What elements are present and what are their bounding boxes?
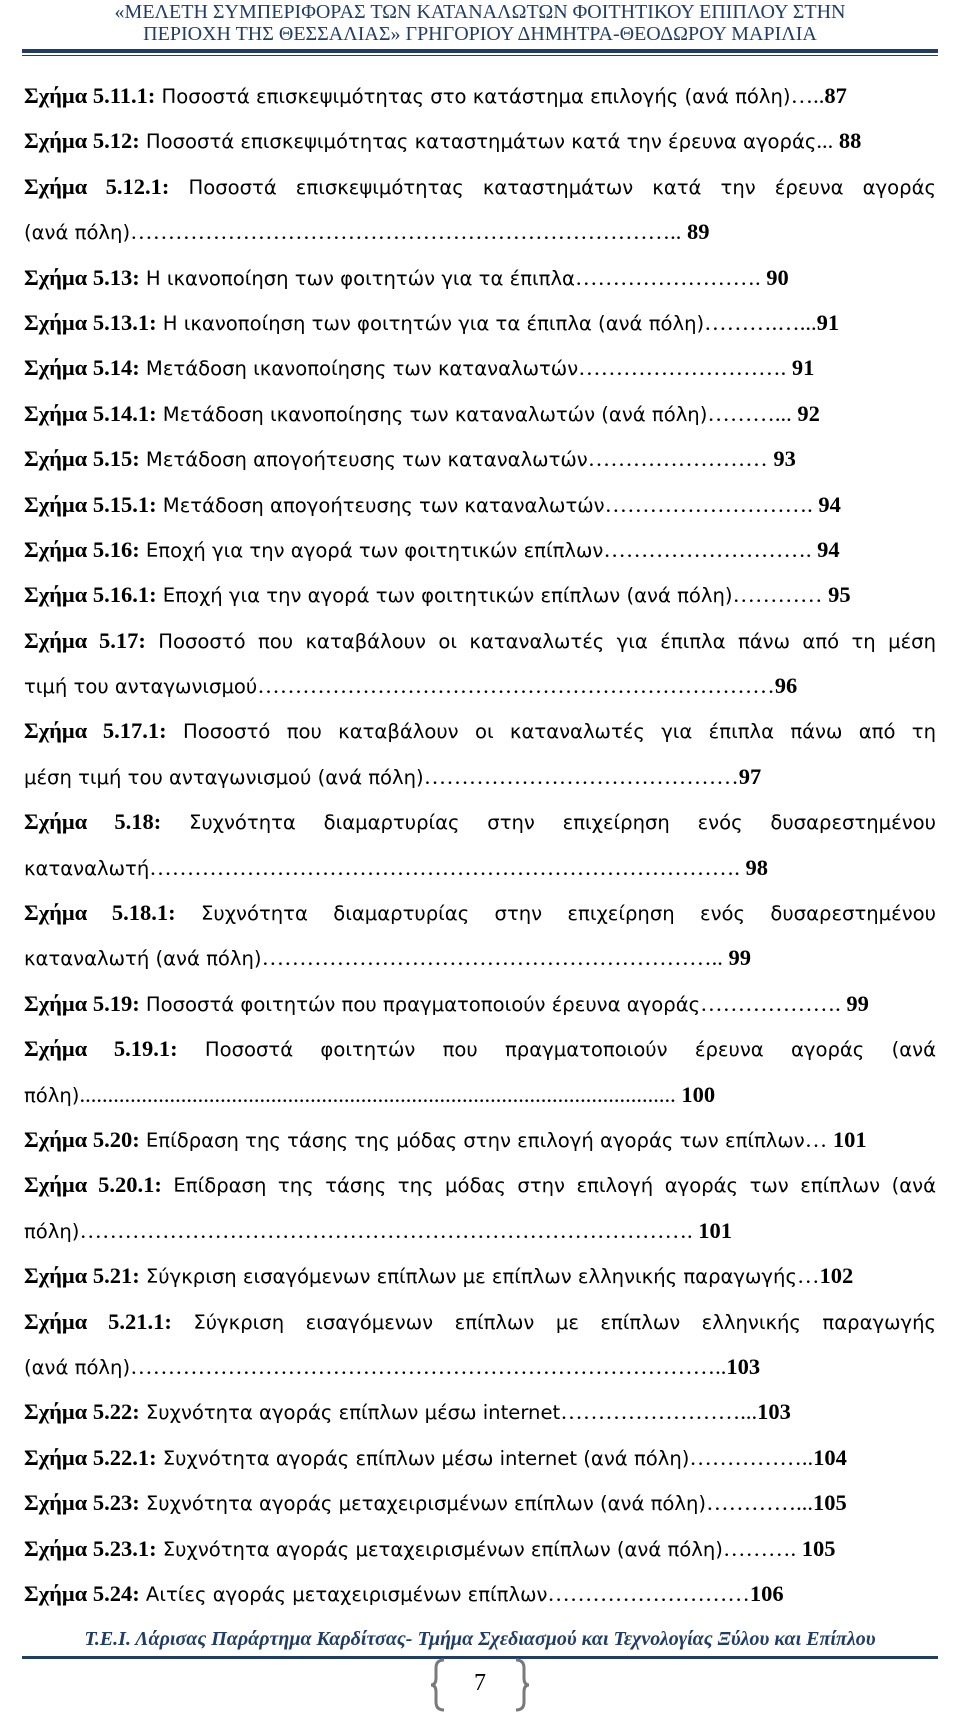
leader-dots: ..........................................................................................................: [79, 1081, 676, 1107]
toc-entry: [24, 255, 936, 300]
toc-entry: [24, 1571, 936, 1616]
page-number-ref: 88: [833, 128, 862, 154]
figure-number: Σχήμα 5.11.1:: [24, 83, 156, 108]
toc-entry: [24, 1162, 936, 1207]
figure-number: Σχήμα 5.19.1:: [24, 1036, 178, 1062]
figure-title: (ανά πόλη): [24, 221, 131, 245]
figure-title: Συχνότητα αγοράς μεταχειρισμένων επίπλων (ανά πόλη): [156, 1537, 723, 1561]
figure-title: Ποσοστά επισκεψιμότητας καταστημάτων κατά την έρευνα αγοράς: [169, 175, 936, 199]
toc-entry: [24, 345, 936, 390]
running-header-line-1: «ΜΕΛΕΤΗ ΣΥΜΠΕΡΙΦΟΡΑΣ ΤΩΝ ΚΑΤΑΝΑΛΩΤΩΝ ΦΟΙΤΗΤΙΚΟΥ ΕΠΙΠΛΟΥ ΣΤΗΝ: [114, 1, 846, 23]
page-number-ref: 103: [726, 1353, 761, 1379]
page-number-ref: 94: [811, 536, 840, 562]
leader-dots: …………………….: [574, 264, 761, 290]
page-number-ref: 99: [840, 990, 869, 1016]
leader-dots: ………………………………………………………………..: [130, 219, 682, 245]
leader-dots: ……….: [722, 1535, 802, 1561]
toc-entry: [24, 118, 936, 163]
toc-entry: [24, 754, 936, 799]
leader-dots: ……………………………………………………………………….: [79, 1217, 693, 1243]
figure-title: καταναλωτή: [24, 856, 150, 880]
page-number-ref: 95: [828, 582, 851, 608]
figure-title: Μετάδοση απογοήτευσης των καταναλωτών: [139, 448, 588, 472]
figure-title: Σύγκριση εισαγόμενων επίπλων με επίπλων ελληνικής παραγωγής: [171, 1310, 936, 1334]
page-number-ref: 105: [812, 1490, 847, 1516]
figure-number: Σχήμα 5.14:: [24, 355, 140, 381]
leader-dots: ……………………...: [560, 1399, 758, 1425]
figure-number: Σχήμα 5.15:: [24, 446, 140, 472]
list-of-figures: [24, 73, 936, 1616]
toc-entry: [24, 300, 936, 345]
figure-title: Αιτίες αγοράς μεταχειρισμένων επίπλων: [139, 1582, 548, 1606]
figure-title: καταναλωτή (ανά πόλη): [24, 947, 262, 971]
figure-title: (ανά πόλη): [24, 1355, 131, 1379]
figure-title: Μετάδοση ικανοποίησης των καταναλωτών: [139, 357, 579, 381]
leader-dots: …..: [790, 83, 825, 108]
toc-entry: [24, 73, 936, 118]
leader-dots: ……………………….: [578, 355, 787, 381]
leader-dots: …: [796, 1263, 820, 1289]
figure-number: Σχήμα 5.24:: [24, 1580, 140, 1606]
toc-entry: [24, 1480, 936, 1525]
page-number-ref: 87: [824, 83, 847, 108]
toc-entry: [24, 209, 936, 254]
toc-entry: [24, 527, 936, 572]
page-number-ref: 96: [774, 673, 798, 699]
figure-title: Συχνότητα αγοράς επίπλων μέσω internet (ανά πόλη): [156, 1446, 690, 1470]
leader-dots: …: [804, 1126, 828, 1152]
figure-number: Σχήμα 5.14.1:: [24, 400, 157, 426]
page-number-ref: 94: [812, 491, 841, 517]
toc-entry: [24, 572, 936, 617]
toc-entry: [24, 1526, 936, 1571]
figure-number: Σχήμα 5.18:: [24, 809, 162, 835]
running-header: [22, 0, 938, 45]
leader-dots: ………...: [707, 400, 792, 426]
figure-number: Σχήμα 5.22.1:: [24, 1444, 157, 1470]
leader-dots: ……………………………………………………………: [257, 673, 775, 699]
page-number-ref: 101: [827, 1126, 867, 1152]
leader-dots: ……………………………………………………………………..: [130, 1353, 727, 1379]
figure-title: πόλη): [24, 1219, 80, 1243]
figure-number: Σχήμα 5.17.1:: [24, 718, 167, 744]
figure-title: Μετάδοση απογοήτευσης των καταναλωτών: [156, 493, 605, 517]
figure-title: Ποσοστό που καταβάλουν οι καταναλωτές για έπιπλα πάνω από τη μέση: [145, 629, 936, 653]
figure-title: Συχνότητα διαμαρτυρίας στην επιχείρηση ενός δυσαρεστημένου: [175, 902, 936, 926]
page-number-ref: 106: [749, 1580, 784, 1606]
page-number-ref: 93: [773, 446, 796, 472]
toc-entry: [24, 1208, 936, 1253]
toc-entry: [24, 1389, 936, 1434]
figure-title: Συχνότητα διαμαρτυρίας στην επιχείρηση ενός δυσαρεστημένου: [161, 811, 936, 835]
toc-entry: [24, 981, 936, 1026]
header-rule: [22, 49, 938, 56]
figure-title: Επίδραση της τάσης της μόδας στην επιλογή αγοράς των επίπλων (ανά: [161, 1174, 936, 1198]
figure-number: Σχήμα 5.13.1:: [24, 309, 157, 335]
page-number-ref: 91: [816, 309, 840, 335]
figure-title: μέση τιμή του ανταγωνισμού (ανά πόλη): [24, 765, 424, 789]
toc-entry: [24, 391, 936, 436]
figure-number: Σχήμα 5.22:: [24, 1399, 140, 1425]
page-number-ref: 103: [757, 1399, 791, 1425]
toc-entry: [24, 1072, 936, 1117]
leader-dots: ……….…...: [704, 309, 817, 335]
toc-entry: [24, 708, 936, 753]
toc-entry: [24, 663, 936, 708]
figure-number: Σχήμα 5.18.1:: [24, 900, 176, 926]
figure-title: Εποχή για την αγορά των φοιτητικών επίπλων: [139, 538, 604, 562]
figure-title: Η ικανοποίηση των φοιτητών για τα έπιπλα: [139, 266, 575, 290]
leader-dots: ……………….: [700, 990, 841, 1016]
leader-dots: ……………..: [689, 1444, 814, 1470]
page-number-ref: 104: [813, 1444, 847, 1470]
page-number-ref: 90: [760, 264, 789, 290]
page-number-box: [430, 1658, 530, 1712]
page-number-ref: 100: [675, 1081, 716, 1107]
toc-entry: [24, 1299, 936, 1344]
figure-title: Ποσοστά φοιτητών που πραγματοποιούν έρευνα αγοράς: [139, 992, 701, 1016]
toc-entry: [24, 482, 936, 527]
figure-title: Συχνότητα αγοράς επίπλων μέσω internet: [139, 1401, 561, 1425]
toc-entry: [24, 1253, 936, 1298]
figure-number: Σχήμα 5.21:: [24, 1263, 140, 1289]
toc-entry: [24, 1435, 936, 1480]
toc-entry: [24, 164, 936, 209]
figure-title: Ποσοστά επισκεψιμότητας καταστημάτων κατά την έρευνα αγοράς: [139, 130, 817, 154]
figure-number: Σχήμα 5.13:: [24, 264, 140, 290]
leader-dots: ……………………………………: [423, 763, 739, 789]
leader-dots: ……………………….: [603, 536, 812, 562]
figure-title: πόλη): [24, 1083, 80, 1107]
figure-title: Εποχή για την αγορά των φοιτητικών επίπλων (ανά πόλη): [156, 584, 733, 608]
figure-title: Ποσοστά επισκεψιμότητας στο κατάστημα επιλογής (ανά πόλη): [155, 85, 791, 108]
figure-number: Σχήμα 5.12.1:: [24, 173, 170, 199]
figure-title: Μετάδοση ικανοποίησης των καταναλωτών (ανά πόλη): [156, 402, 708, 426]
toc-entry: [24, 1117, 936, 1162]
figure-title: Ποσοστά φοιτητών που πραγματοποιούν έρευνα αγοράς (ανά: [177, 1038, 936, 1062]
figure-number: Σχήμα 5.17:: [24, 627, 146, 653]
figure-number: Σχήμα 5.23:: [24, 1490, 140, 1516]
page-number-ref: 98: [739, 854, 769, 880]
footer-institution: Τ.Ε.Ι. Λάρισας Παράρτημα Καρδίτσας- Τμήμα Σχεδιασμού και Τεχνολογίας Ξύλου και Επίπλου: [84, 1628, 876, 1650]
figure-title: Επίδραση της τάσης της μόδας στην επιλογή αγοράς των επίπλων: [139, 1128, 805, 1152]
leader-dots: ……………………: [587, 446, 774, 472]
page-number: 7: [474, 1670, 486, 1696]
figure-number: Σχήμα 5.16.1:: [24, 582, 157, 608]
leader-dots: ……………………….: [604, 491, 813, 517]
page-number-ref: 102: [819, 1263, 854, 1289]
figure-number: Σχήμα 5.16:: [24, 536, 140, 562]
figure-title: Η ικανοποίηση των φοιτητών για τα έπιπλα (ανά πόλη): [156, 311, 705, 335]
figure-number: Σχήμα 5.15.1:: [24, 491, 157, 517]
figure-number: Σχήμα 5.23.1:: [24, 1535, 157, 1561]
leader-dots: …………...: [706, 1490, 813, 1516]
figure-number: Σχήμα 5.12:: [24, 128, 140, 154]
leader-dots: …………………………………………………………………….: [149, 854, 740, 880]
figure-title: Σύγκριση εισαγόμενων επίπλων με επίπλων ελληνικής παραγωγής: [139, 1265, 797, 1289]
page-number-ref: 89: [681, 219, 710, 245]
running-header-line-2: ΠΕΡΙΟΧΗ ΤΗΣ ΘΕΣΣΑΛΙΑΣ» ΓΡΗΓΟΡΙΟΥ ΔΗΜΗΤΡΑ-ΘΕΟΔΩΡΟΥ ΜΑΡΙΛΙΑ: [143, 23, 817, 45]
figure-number: Σχήμα 5.21.1:: [24, 1308, 172, 1334]
figure-number: Σχήμα 5.20:: [24, 1126, 140, 1152]
leader-dots: ………………………: [547, 1580, 750, 1606]
figure-number: Σχήμα 5.19:: [24, 990, 140, 1016]
page-number-ref: 101: [692, 1217, 732, 1243]
page-number-ref: 105: [801, 1535, 836, 1561]
page-number-ref: 97: [738, 763, 762, 789]
figure-title: τιμή του ανταγωνισμού: [24, 675, 258, 699]
leader-dots: ……………………………………………………..: [261, 945, 723, 971]
figure-number: Σχήμα 5.20.1:: [24, 1172, 162, 1198]
toc-entry: [24, 845, 936, 890]
page-number-ref: 91: [786, 355, 815, 381]
toc-entry: [24, 890, 936, 935]
toc-entry: [24, 618, 936, 663]
toc-entry: [24, 935, 936, 980]
leader-dots: …………: [732, 582, 829, 608]
figure-title: Συχνότητα αγοράς μεταχειρισμένων επίπλων (ανά πόλη): [139, 1492, 707, 1516]
toc-entry: [24, 1344, 936, 1389]
page-number-ref: 99: [722, 945, 751, 971]
toc-entry: [24, 1026, 936, 1071]
leader-dots: ...: [816, 128, 834, 154]
toc-entry: [24, 436, 936, 481]
toc-entry: [24, 799, 936, 844]
figure-title: Ποσοστό που καταβάλουν οι καταναλωτές για έπιπλα πάνω από τη: [166, 720, 936, 744]
page-number-ref: 92: [791, 400, 820, 426]
